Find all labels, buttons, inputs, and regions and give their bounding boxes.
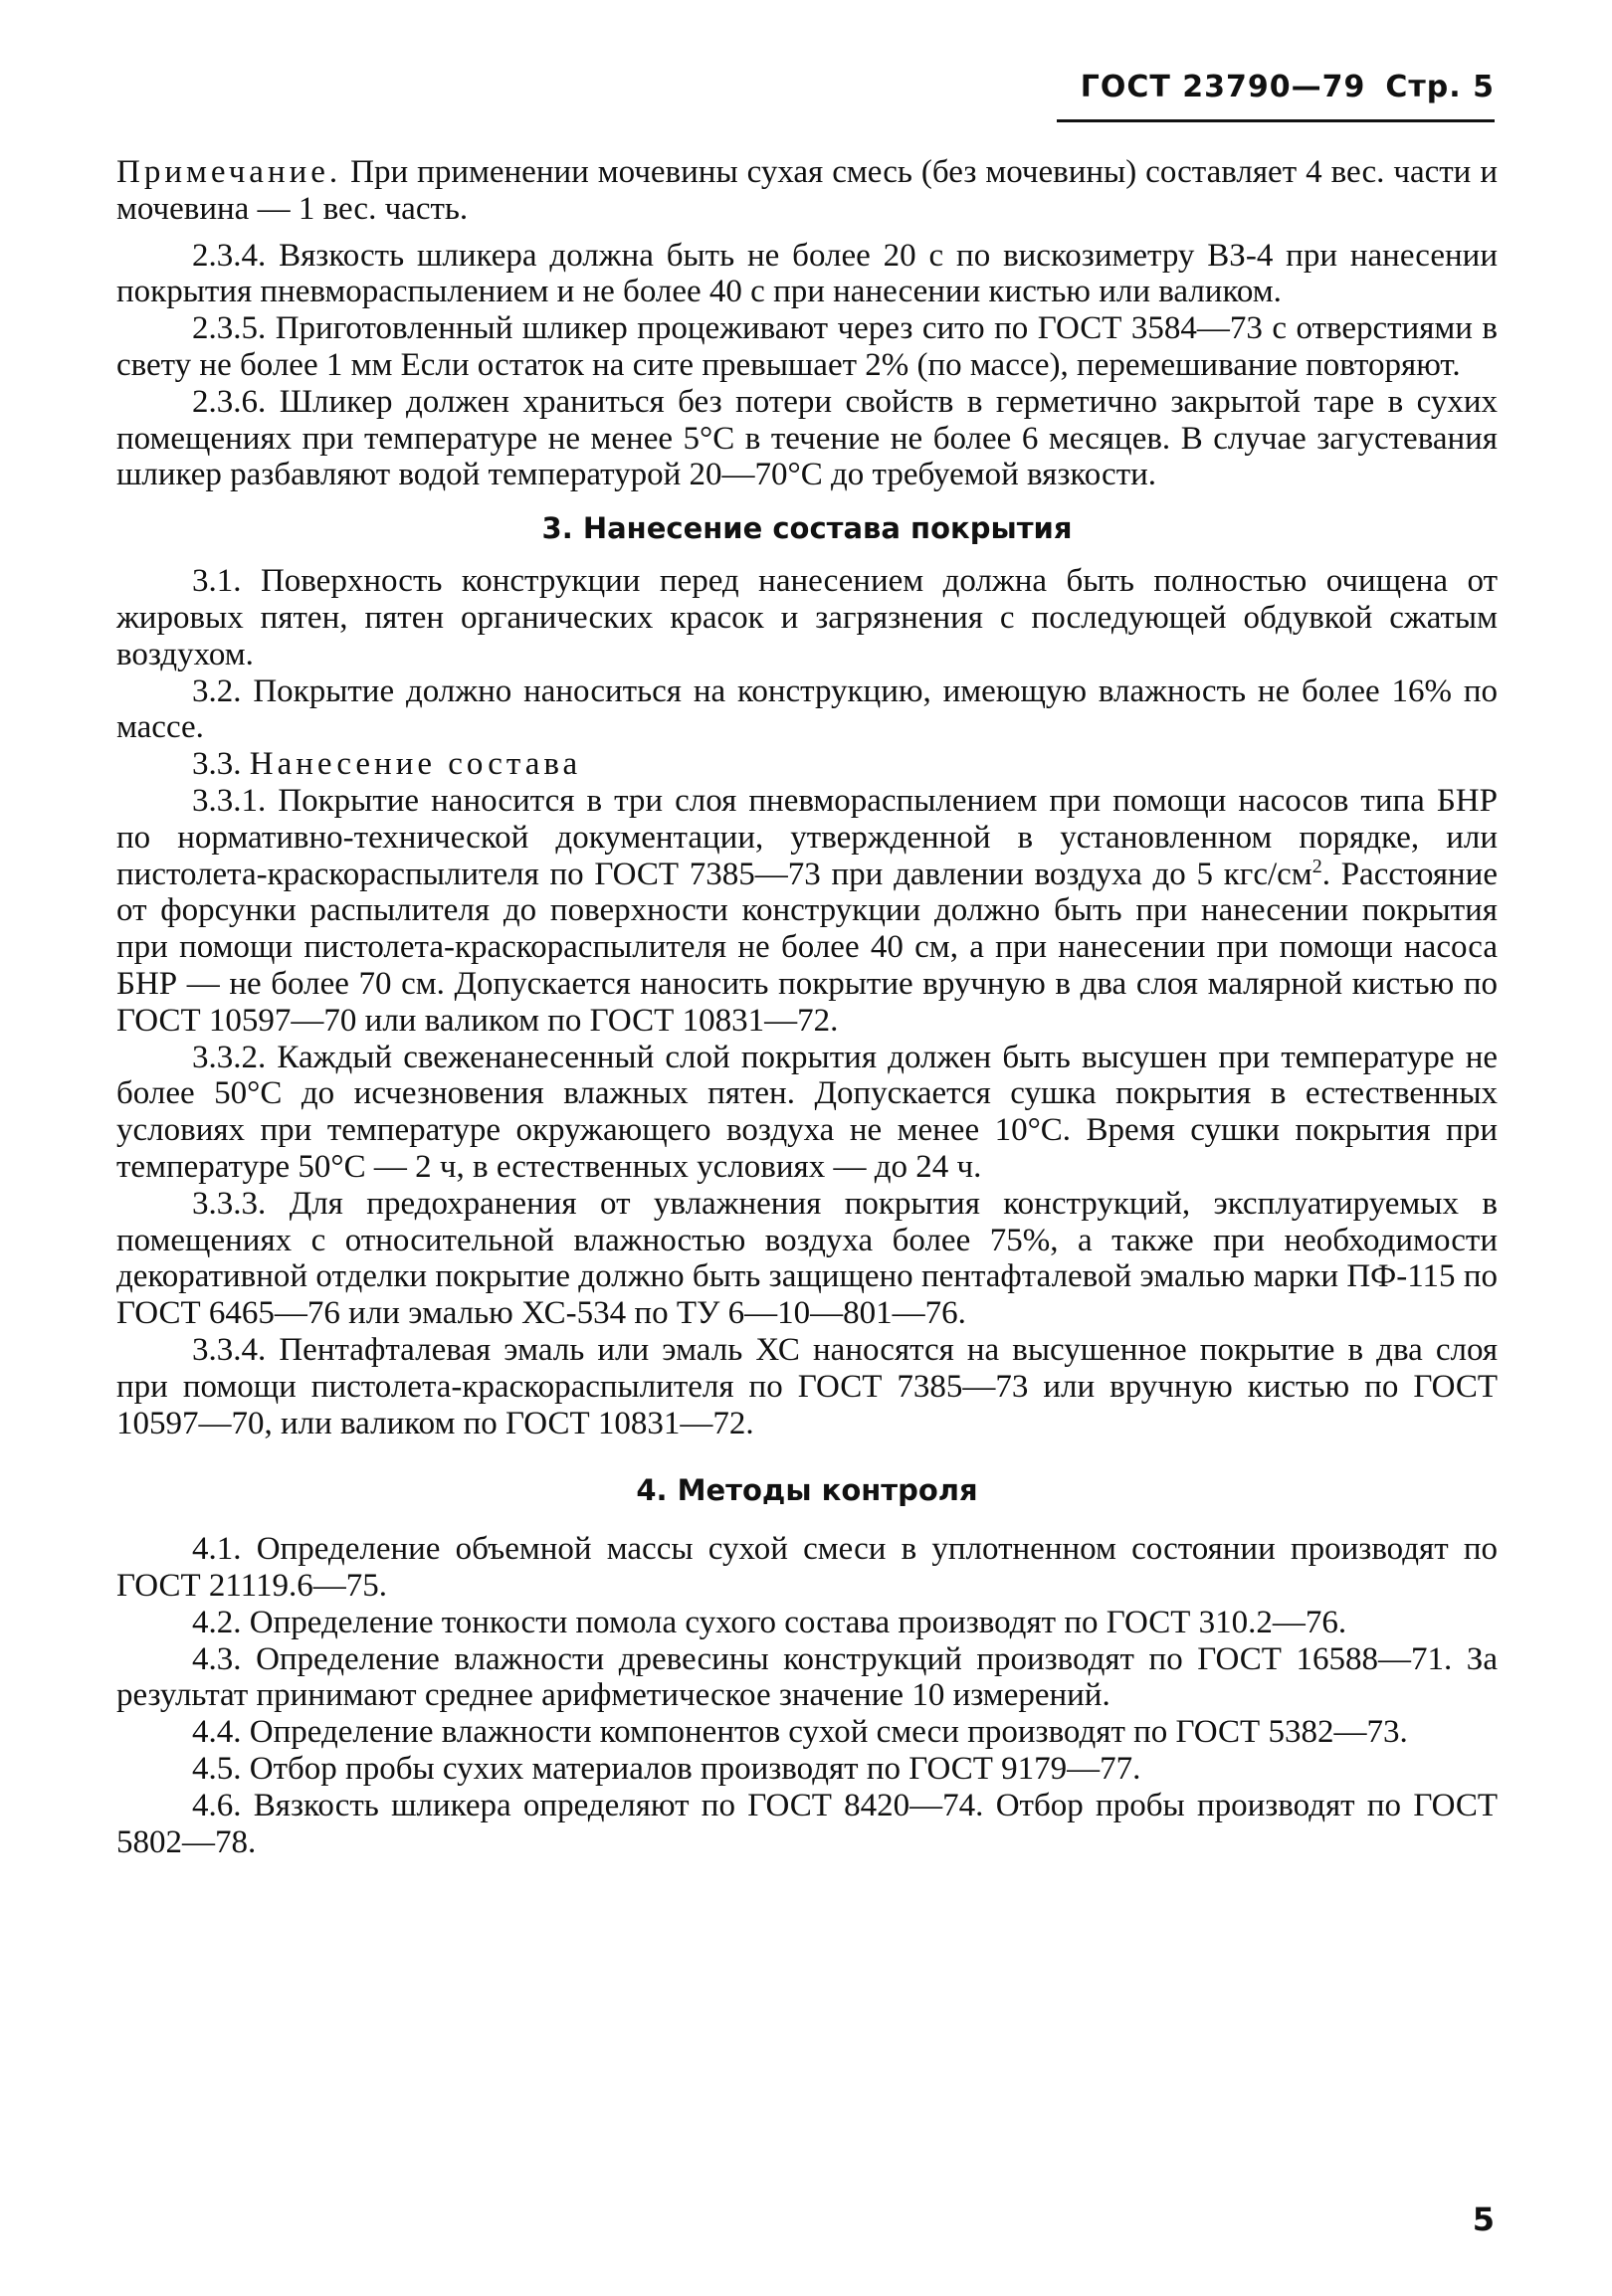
running-head xyxy=(1081,70,1495,104)
paragraph-2-3-5: 2.3.5. Приготовленный шликер процеживают через сито по ГОСТ 3584—73 с отверстиями в свету не более 1 мм Если остаток на сите превышает 2% (по массе), перемешивание повторяют. xyxy=(116,310,1498,383)
paragraph-3-3 xyxy=(116,746,1498,783)
superscript-2: 2 xyxy=(1311,855,1322,877)
page-number: 5 xyxy=(1472,2200,1495,2238)
paragraph-3-3-title: Нанесение состава xyxy=(249,746,582,783)
paragraph-3-3-number: 3.3. xyxy=(192,746,250,783)
note-paragraph xyxy=(116,154,1498,228)
header-rule xyxy=(1057,119,1495,122)
paragraph-4-6: 4.6. Вязкость шликера определяют по ГОСТ 8420—74. Отбор пробы производят по ГОСТ 5802—78. xyxy=(116,1787,1498,1860)
section-4-heading: 4. Методы контроля xyxy=(636,1473,978,1508)
section-3-heading: 3. Нанесение состава покрытия xyxy=(541,511,1073,546)
paragraph-4-5: 4.5. Отбор пробы сухих материалов производят по ГОСТ 9179—77. xyxy=(192,1751,1141,1788)
paragraph-3-3-1-part-b: . Расстояние от форсунки распылителя до поверхности конструкции должно быть при нанесении покрытия при помощи пистолета-краскораспылителя не более 40 см, а при нанесении при помощи насоса БНР — не более 70 см. Допускается наносить покрытие вручную в два слоя малярной кистью по ГОСТ 10597—70 или валиком по ГОСТ 10831—72. xyxy=(116,856,1498,1039)
paragraph-2-3-6: 2.3.6. Шликер должен храниться без потери свойств в герметично закрытой таре в сухих помещениях при температуре не менее 5°С в течение не более 6 месяцев. В случае загустевания шликер разбавляют водой температурой 20—70°С до требуемой вязкости. xyxy=(116,383,1498,493)
paragraph-4-1: 4.1. Определение объемной массы сухой смеси в уплотненном состоянии производят по ГОСТ 21119.6—75. xyxy=(116,1531,1498,1605)
paragraph-3-3-2: 3.3.2. Каждый свеженанесенный слой покрытия должен быть высушен при температуре не более 50°С до исчезновения влажных пятен. Допускается сушка покрытия в естественных условиях при температуре окружающего воздуха не менее 10°С. Время сушки покрытия при температуре 50°С — 2 ч, в естественных условиях — до 24 ч. xyxy=(116,1039,1498,1185)
paragraph-3-3-4: 3.3.4. Пентафталевая эмаль или эмаль ХС наносятся на высушенное покрытие в два слоя при помощи пистолета-краскораспылителя по ГОСТ 7385—73 или вручную кистью по ГОСТ 10597—70, или валиком по ГОСТ 10831—72. xyxy=(116,1331,1498,1441)
body-text xyxy=(116,154,1498,1860)
paragraph-3-3-1-part-a: 3.3.1. Покрытие наносится в три слоя пневмораспылением при помощи насосов типа БНР по нормативно-технической документации, утвержденной в установленном порядке, или пистолета-краскораспылителя по ГОСТ 7385—73 при давлении воздуха до 5 кгс/см xyxy=(116,782,1498,892)
note-label: Примечание. xyxy=(116,154,342,190)
paragraph-3-2: 3.2. Покрытие должно наноситься на конструкцию, имеющую влажность не более 16% по массе. xyxy=(116,672,1498,746)
paragraph-3-3-3: 3.3.3. Для предохранения от увлажнения покрытия конструкций, эксплуатируемых в помещениях с относительной влажностью воздуха более 75%, а также при необходимости декоративной отделки покрытие должно быть защищено пентафталевой эмалью марки ПФ-115 по ГОСТ 6465—76 или эмалью ХС-534 по ТУ 6—10—801—76. xyxy=(116,1185,1498,1332)
paragraph-4-2: 4.2. Определение тонкости помола сухого состава производят по ГОСТ 310.2—76. xyxy=(192,1604,1347,1640)
paragraph-3-1: 3.1. Поверхность конструкции перед нанесением должна быть полностью очищена от жировых пятен, пятен органических красок и загрязнения с последующей обдувкой сжатым воздухом. xyxy=(116,563,1498,672)
note-text: При применении мочевины сухая смесь (без мочевины) составляет 4 вес. части и мочевина — 1 вес. часть. xyxy=(116,154,1498,227)
paragraph-4-3: 4.3. Определение влажности древесины конструкций производят по ГОСТ 16588—71. За результат принимают среднее арифметическое значение 10 измерений. xyxy=(116,1640,1498,1714)
paragraph-2-3-4: 2.3.4. Вязкость шликера должна быть не более 20 с по вискозиметру ВЗ-4 при нанесении покрытия пневмораспылением и не более 40 с при нанесении кистью или валиком. xyxy=(116,237,1498,310)
standard-number: ГОСТ 23790—79 xyxy=(1080,70,1366,104)
page-label: Стр. 5 xyxy=(1385,70,1495,104)
paragraph-3-3-1 xyxy=(116,783,1498,1040)
paragraph-4-4: 4.4. Определение влажности компонентов сухой смеси производят по ГОСТ 5382—73. xyxy=(192,1714,1408,1751)
